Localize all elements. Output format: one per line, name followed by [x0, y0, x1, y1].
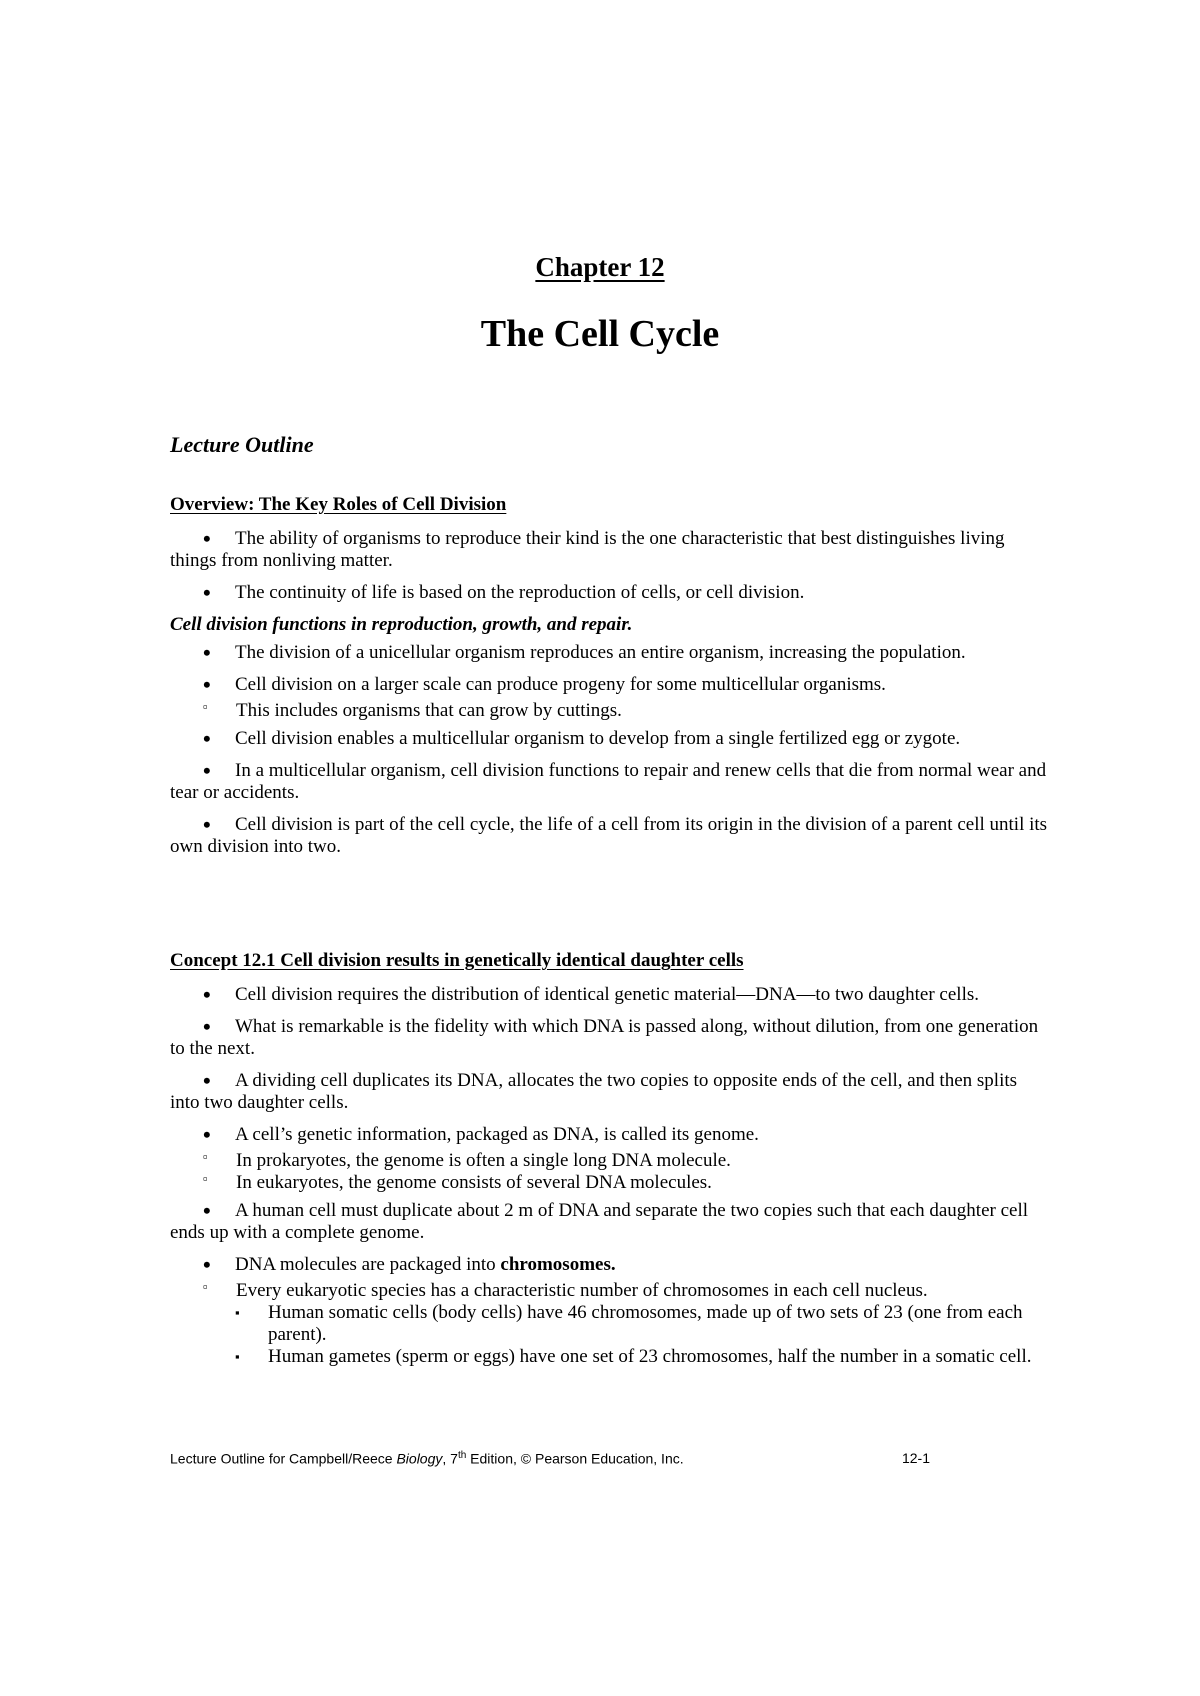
concept-section — [170, 950, 1050, 1374]
sub-list-item: ▫ Every eukaryotic species has a characteristic number of chromosomes in each cell nucleus. — [236, 1280, 1050, 1302]
list-item: • A cell’s genetic information, packaged as DNA, is called its genome. — [170, 1124, 1050, 1146]
sub-sub-list-item: ▪ Human gametes (sperm or eggs) have one set of 23 chromosomes, half the number in a somatic cell. — [268, 1346, 1050, 1368]
sub-sub-list-item: ▪ Human somatic cells (body cells) have 46 chromosomes, made up of two sets of 23 (one from each parent). — [268, 1302, 1050, 1346]
list-item: • A human cell must duplicate about 2 m of DNA and separate the two copies such that each daughter cell ends up with a complete genome. — [170, 1200, 1050, 1244]
list-item: • Cell division enables a multicellular organism to develop from a single fertilized egg or zygote. — [170, 728, 1050, 750]
page-number: 12-1 — [901, 1450, 930, 1466]
chapter-number: Chapter 12 — [535, 252, 665, 282]
list-item: • A dividing cell duplicates its DNA, allocates the two copies to opposite ends of the cell, and then splits into two daughter cells. — [170, 1070, 1050, 1114]
list-item: • The continuity of life is based on the reproduction of cells, or cell division. — [170, 582, 1050, 604]
concept-heading: Concept 12.1 Cell division results in genetically identical daughter cells — [170, 950, 744, 971]
sub-list-item: ▫ This includes organisms that can grow by cuttings. — [236, 700, 1050, 722]
list-item: • In a multicellular organism, cell division functions to repair and renew cells that die from normal wear and tear or accidents. — [170, 760, 1050, 804]
list-item: • The division of a unicellular organism reproduces an entire organism, increasing the population. — [170, 642, 1050, 664]
list-item: • DNA molecules are packaged into chromosomes. — [170, 1254, 1050, 1276]
overview-section — [170, 494, 1050, 868]
list-item: • What is remarkable is the fidelity with which DNA is passed along, without dilution, from one generation to the next. — [170, 1016, 1050, 1060]
overview-heading: Overview: The Key Roles of Cell Division — [170, 494, 507, 515]
list-item: • The ability of organisms to reproduce their kind is the one characteristic that best distinguishes living things from nonliving matter. — [170, 528, 1050, 572]
sub-list-item: ▫ In eukaryotes, the genome consists of several DNA molecules. — [236, 1172, 1050, 1194]
lecture-outline-heading: Lecture Outline — [170, 432, 314, 457]
list-item: • Cell division is part of the cell cycle, the life of a cell from its origin in the division of a parent cell until its own division into two. — [170, 814, 1050, 858]
chromosomes-term: chromosomes. — [500, 1254, 616, 1275]
page-footer: Lecture Outline for Campbell/Reece Biology, 7th Edition, © Pearson Education, Inc. 12-1 — [170, 1450, 930, 1467]
list-item: • Cell division on a larger scale can produce progeny for some multicellular organisms. — [170, 674, 1050, 696]
page-title: The Cell Cycle — [480, 313, 720, 355]
cell-division-subheading: Cell division functions in reproduction, growth, and repair. — [170, 614, 633, 635]
list-item: • Cell division requires the distribution of identical genetic material—DNA—to two daughter cells. — [170, 984, 1050, 1006]
sub-list-item: ▫ In prokaryotes, the genome is often a single long DNA molecule. — [236, 1150, 1050, 1172]
